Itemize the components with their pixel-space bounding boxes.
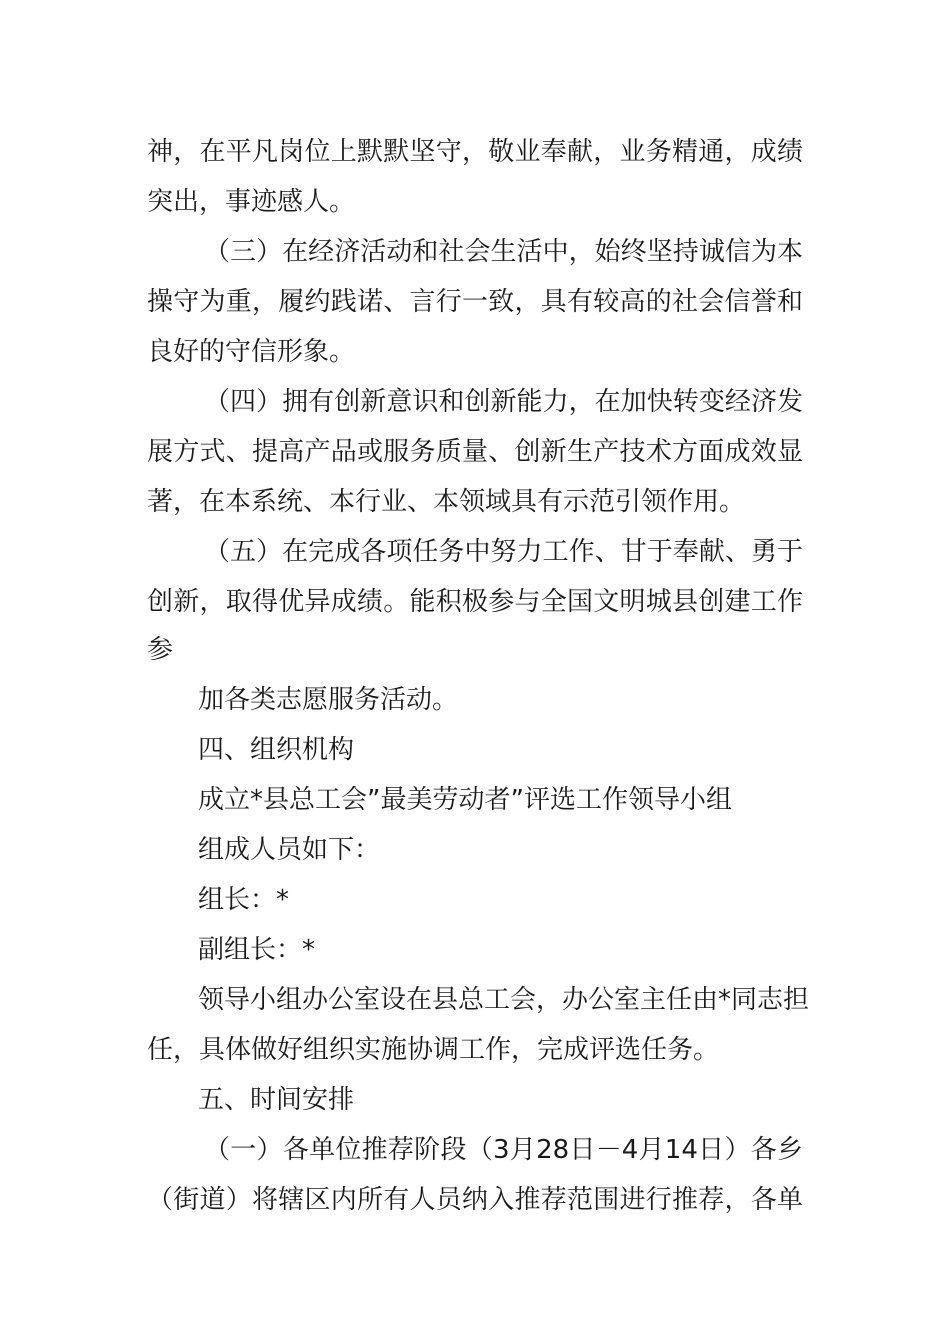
text-line: 展方式、提高产品或服务质量、创新生产技术方面成效显	[147, 437, 803, 467]
text-line: 组成人员如下：	[198, 835, 381, 865]
text-line: 参	[147, 635, 174, 665]
text-line: 突出，事迹感人。	[147, 187, 356, 217]
text-line: （五）在完成各项任务中努力工作、甘于奉献、勇于	[204, 537, 803, 567]
text-line: 创新，取得优异成绩。能积极参与全国文明城县创建工作	[147, 587, 803, 617]
text-line: 良好的守信形象。	[147, 337, 356, 367]
text-line: 神，在平凡岗位上默默坚守，敬业奉献，业务精通，成绩	[147, 137, 803, 167]
text-line: 成立*县总工会”最美劳动者”评选工作领导小组	[198, 785, 732, 815]
text-line: 著，在本系统、本行业、本领域具有示范引领作用。	[147, 487, 746, 517]
text-line: （四）拥有创新意识和创新能力，在加快转变经济发	[204, 387, 803, 417]
text-line: 操守为重，履约践诺、言行一致，具有较高的社会信誉和	[147, 287, 803, 317]
text-line: （街道）将辖区内所有人员纳入推荐范围进行推荐，各单	[147, 1185, 803, 1215]
text-line: （三）在经济活动和社会生活中，始终坚持诚信为本	[204, 237, 803, 267]
text-line: 加各类志愿服务活动。	[198, 685, 459, 715]
text-line: 副组长：*	[198, 935, 316, 965]
text-line: （一）各单位推荐阶段（3月28日－4月14日）各乡	[204, 1135, 803, 1165]
text-line: 任，具体做好组织实施协调工作，完成评选任务。	[147, 1035, 720, 1065]
section-heading: 四、组织机构	[198, 735, 355, 765]
text-line: 领导小组办公室设在县总工会，办公室主任由*同志担	[198, 985, 810, 1015]
section-heading: 五、时间安排	[198, 1085, 355, 1115]
text-line: 组长：*	[198, 885, 290, 915]
